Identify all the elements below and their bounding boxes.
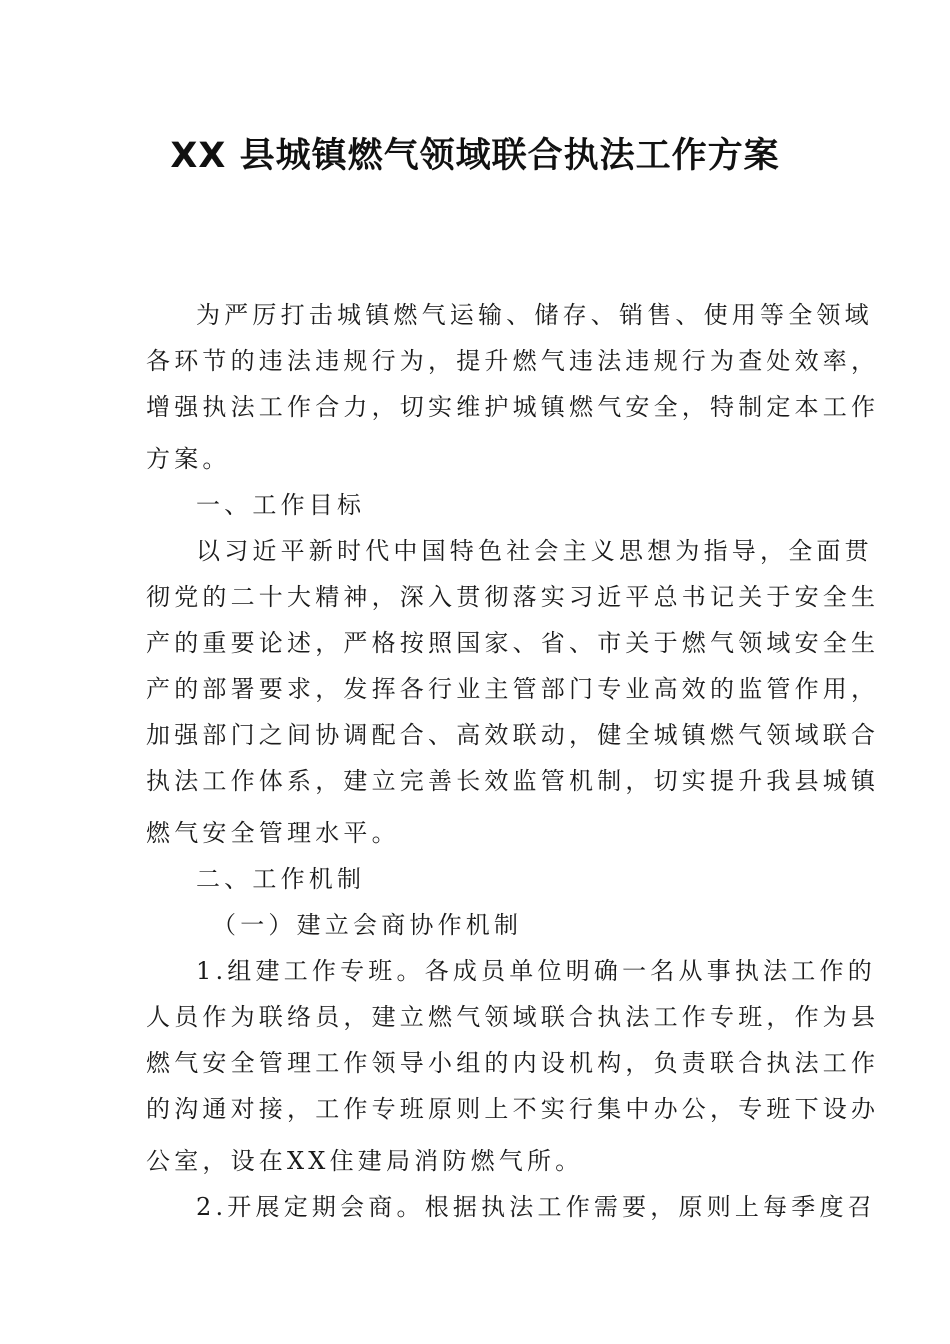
paragraph-line: 为严厉打击城镇燃气运输、储存、销售、使用等全领域	[196, 301, 873, 329]
paragraph-line: 以习近平新时代中国特色社会主义思想为指导，全面贯	[196, 537, 873, 565]
section-heading: 一、工作目标	[196, 491, 366, 519]
section-heading: 二、工作机制	[196, 865, 366, 893]
paragraph-line: 燃气安全管理水平。	[146, 819, 400, 847]
paragraph-line: 各环节的违法违规行为，提升燃气违法违规行为查处效率，	[146, 347, 880, 375]
paragraph-line: 执法工作体系，建立完善长效监管机制，切实提升我县城镇	[146, 767, 880, 795]
paragraph-line: 公室，设在XX住建局消防燃气所。	[146, 1147, 584, 1175]
paragraph-line: 增强执法工作合力，切实维护城镇燃气安全，特制定本工作	[146, 393, 880, 421]
paragraph-line: 的沟通对接，工作专班原则上不实行集中办公，专班下设办	[146, 1095, 880, 1123]
paragraph-line: 燃气安全管理工作领导小组的内设机构，负责联合执法工作	[146, 1049, 880, 1077]
paragraph-line: 加强部门之间协调配合、高效联动，健全城镇燃气领域联合	[146, 721, 880, 749]
paragraph-line: 方案。	[146, 445, 231, 473]
document-body	[146, 292, 880, 1230]
paragraph-line: 产的重要论述，严格按照国家、省、市关于燃气领域安全生	[146, 629, 880, 657]
paragraph-line: 1.组建工作专班。各成员单位明确一名从事执法工作的	[196, 957, 876, 985]
paragraph-line: 产的部署要求，发挥各行业主管部门专业高效的监管作用，	[146, 675, 880, 703]
subsection-heading: （一）建立会商协作机制	[212, 911, 523, 939]
paragraph-line: 彻党的二十大精神，深入贯彻落实习近平总书记关于安全生	[146, 583, 880, 611]
paragraph-line: 人员作为联络员，建立燃气领域联合执法工作专班，作为县	[146, 1003, 880, 1031]
document-title: XX 县城镇燃气领域联合执法工作方案	[170, 136, 780, 176]
paragraph-line: 2.开展定期会商。根据执法工作需要，原则上每季度召	[196, 1193, 876, 1221]
